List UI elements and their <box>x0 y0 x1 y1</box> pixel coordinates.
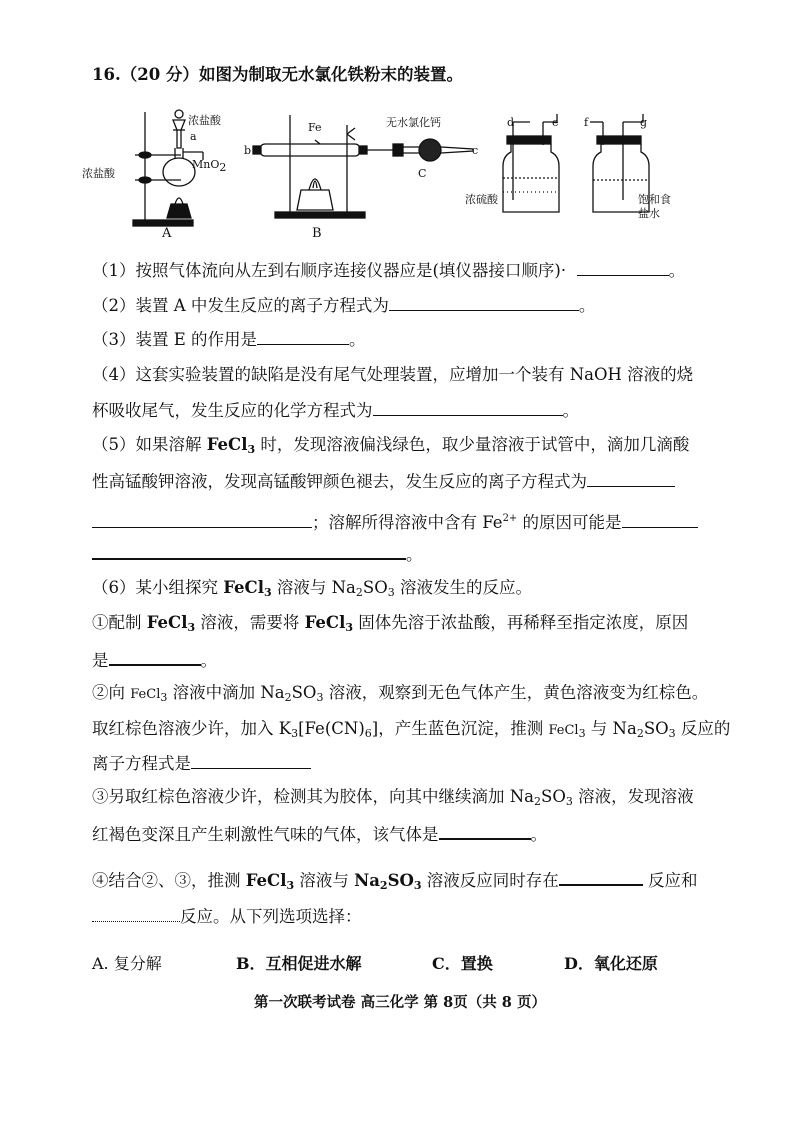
q6-part4-line2: 反应。从下列选项选择： <box>92 905 362 928</box>
q2-answer-blank[interactable] <box>389 294 579 311</box>
q3: （3）装置 E 的作用是 。 <box>92 330 366 349</box>
label-f: f <box>584 116 589 129</box>
q5-line1: （5）如果溶解 FeCl$_3$ 时，发现溶液偏浅绿色，取少量溶液于试管中，滴加几滴酸 <box>92 435 690 456</box>
apparatus-B <box>253 115 397 218</box>
label-brine-1: 饱和食 <box>638 193 671 206</box>
q6-part3-line1: ③另取红棕色溶液少许，检测其为胶体，向其中继续滴加 $Na_2SO_3$ 溶液，发现溶液 <box>92 787 694 808</box>
q4-answer-blank[interactable] <box>373 399 563 416</box>
label-conc-hcl-left: 浓盐酸 <box>82 167 115 180</box>
q6-part2-blank[interactable] <box>191 752 311 769</box>
q4-line1: （4）这套实验装置的缺陷是没有尾气处理装置，应增加一个装有 NaOH 溶液的烧 <box>92 365 694 384</box>
q5-equation-blank-start[interactable] <box>587 470 675 487</box>
label-d: d <box>507 116 515 129</box>
q6-part2-line3: 离子方程式是 <box>92 752 311 775</box>
label-a: a <box>190 130 197 143</box>
label-brine-2: 盐水 <box>638 207 660 220</box>
q6-part3-blank[interactable] <box>439 822 531 840</box>
page-footer: 第一次联考试卷 高三化学 第 8页（共 8 页） <box>254 994 546 1011</box>
q1: （1）按照气体流向从左到右顺序连接仪器应是(填仪器接口顺序)· 。 <box>92 261 686 280</box>
apparatus-diagram <box>85 100 685 245</box>
q6-part4-blank-1[interactable] <box>559 868 643 886</box>
question-title <box>92 64 463 86</box>
q6-part1-line2: 是 。 <box>92 648 217 672</box>
q4-line2: 杯吸收尾气，发生反应的化学方程式为 。 <box>92 401 579 420</box>
q3-answer-blank[interactable] <box>257 328 349 345</box>
q5-reason-blank-end[interactable] <box>92 542 406 560</box>
q5-reason-blank-start[interactable] <box>622 511 698 528</box>
label-fe: Fe <box>308 121 322 134</box>
question-number: 16. <box>92 65 121 84</box>
option-a[interactable]: A. 复分解 <box>92 954 162 973</box>
q2: （2）装置 A 中发生反应的离子方程式为 。 <box>92 296 596 315</box>
q6-part4-blank-2[interactable] <box>92 905 180 922</box>
option-d[interactable]: D．氧化还原 <box>564 954 658 973</box>
q6-part2-line2: 取红棕色溶液少许，加入 $K_3[Fe(CN)_6]$，产生蓝色沉淀，推测 FeCl$_3$ 与 $Na_2SO_3$ 反应的 <box>92 719 731 740</box>
label-mno2: MnO2 <box>192 158 227 174</box>
option-b[interactable]: B．互相促进水解 <box>236 954 362 973</box>
q6-part4-line1: ④结合②、③，推测 FeCl$_3$ 溶液与 $Na_2SO_3$ 溶液反应同时存在 反应和 <box>92 868 698 897</box>
q6-part1-blank[interactable] <box>109 648 201 666</box>
label-B: B <box>312 226 322 241</box>
label-conc-hcl-top: 浓盐酸 <box>188 114 221 127</box>
question-title-text: 如图为制取无水氯化铁粉末的装置。 <box>198 65 463 84</box>
q5-line2: 性高锰酸钾溶液，发现高锰酸钾颜色褪去，发生反应的离子方程式为 <box>92 470 675 493</box>
label-c: c <box>472 144 479 157</box>
q6-part2-line1: ②向 FeCl$_3$ 溶液中滴加 $Na_2SO_3$ 溶液，观察到无色气体产生，黄色溶液变为红棕色。 <box>92 683 709 704</box>
label-cacl2: 无水氯化钙 <box>386 116 441 129</box>
apparatus-C <box>393 139 473 161</box>
q5-line3: ；溶解所得溶液中含有 $Fe^{2+}$ 的原因可能是 <box>92 508 698 534</box>
label-h2so4: 浓硫酸 <box>465 193 498 206</box>
label-A: A <box>162 226 172 241</box>
q1-answer-blank[interactable] <box>577 259 669 276</box>
label-g: g <box>640 116 648 129</box>
question-score: （20 分） <box>120 65 199 84</box>
q5-equation-blank-end[interactable] <box>92 511 312 528</box>
option-c[interactable]: C．置换 <box>432 954 493 973</box>
label-e: e <box>552 116 559 129</box>
q6-part1-line1: ①配制 FeCl$_3$ 溶液，需要将 FeCl$_3$ 固体先溶于浓盐酸，再稀释至指定浓度，原因 <box>92 613 689 634</box>
q6-part3-line2: 红褐色变深且产生刺激性气味的气体，该气体是 。 <box>92 822 547 846</box>
q6-intro: （6）某小组探究 FeCl$_3$ 溶液与 $Na_2SO_3$ 溶液发生的反应。 <box>92 578 532 599</box>
q5-line4: 。 <box>92 542 423 566</box>
label-b: b <box>244 144 252 157</box>
label-C: C <box>418 167 427 180</box>
